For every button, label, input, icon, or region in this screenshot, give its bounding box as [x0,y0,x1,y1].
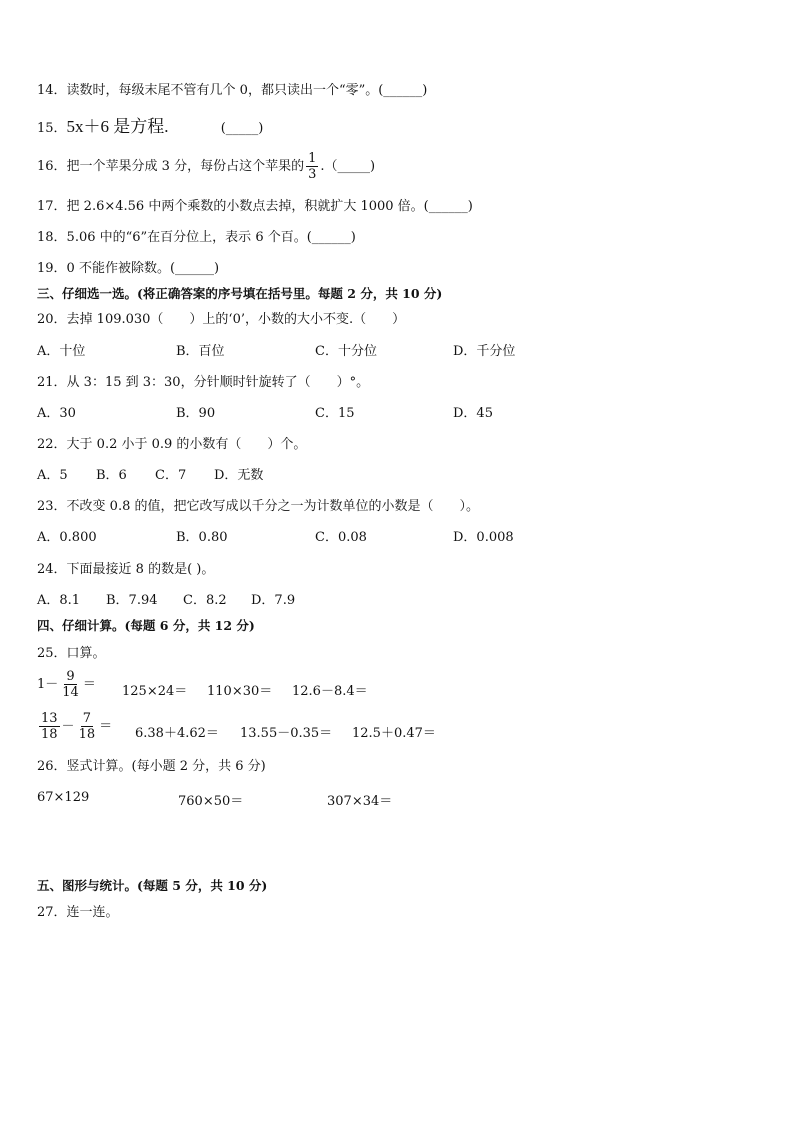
fraction [306,152,318,181]
question-17: 17．把 2.6×4.56 中两个乘数的小数点去掉，积就扩大 1000 倍。(______) [37,199,473,214]
question-21: 21．从 3：15 到 3：30，分针顺时针旋转了（ ）°。 [37,375,370,390]
option-d: D．0.008 [453,530,514,545]
oral-calc-item: 13.55－0.35＝ [240,726,333,741]
option-d: D．无数 [214,468,264,483]
vertical-calc-item: 760×50＝ [178,794,244,809]
option-c: C．0.08 [315,530,367,545]
equals-sign: ＝ [99,719,113,734]
oral-calc-row-2 [37,712,112,741]
question-26: 26．竖式计算。(每小题 2 分，共 6 分) [37,759,266,774]
oral-calc-item: 6.38＋4.62＝ [135,726,219,741]
option-d: D．7.9 [251,593,296,608]
section-heading-3: 三、仔细选一选。(将正确答案的序号填在括号里。每题 2 分，共 10 分) [37,286,443,301]
option-b: B．百位 [176,344,225,359]
oral-calc-item: 125×24＝ [122,684,188,699]
equals-sign: ＝ [82,677,96,692]
expression-lead: 1－ [37,677,59,692]
fraction-denominator: 3 [308,167,317,182]
minus-sign: － [61,719,75,734]
option-c: C．7 [155,468,187,483]
vertical-calc-item: 307×34＝ [327,794,393,809]
question-27: 27．连一连。 [37,905,119,920]
question-stem: 16．把一个苹果分成 3 分，每份占这个苹果的 [37,159,305,174]
oral-calc-item: 12.6－8.4＝ [292,684,368,699]
equation-expression: 5x＋6 是方程. [66,117,169,136]
option-b: B．90 [176,406,216,421]
question-22: 22．大于 0.2 小于 0.9 的小数有（ ）个。 [37,437,307,452]
option-c: C．15 [315,406,355,421]
fraction [77,712,98,741]
question-20: 20．去掉 109.030（ ）上的‘0’，小数的大小不变.（ ） [37,312,406,327]
answer-blank: .（_____) [320,159,376,174]
option-b: B．0.80 [176,530,228,545]
fraction-numerator: 9 [66,669,75,684]
fraction [60,670,81,699]
question-23: 23．不改变 0.8 的值，把它改写成以千分之一为计数单位的小数是（ ）。 [37,499,479,514]
answer-blank: (_____) [220,121,264,136]
question-16 [37,152,375,181]
question-18: 18．5.06 中的“6”在百分位上，表示 6 个百。(______) [37,230,356,245]
question-24: 24．下面最接近 8 的数是( )。 [37,562,215,577]
fraction-denominator: 18 [41,727,58,742]
oral-calc-item: 12.5＋0.47＝ [352,726,436,741]
fraction-numerator: 1 [308,151,317,166]
section-heading-5: 五、图形与统计。(每题 5 分，共 10 分) [37,878,268,893]
oral-calc-row-1 [37,670,96,699]
option-a: A．30 [37,406,76,421]
question-19: 19．0 不能作被除数。(______) [37,261,220,276]
question-15 [37,118,263,138]
option-c: C．8.2 [183,593,227,608]
option-d: D．45 [453,406,493,421]
option-a: A．十位 [37,344,86,359]
section-heading-4: 四、仔细计算。(每题 6 分，共 12 分) [37,618,255,633]
option-c: C．十分位 [315,344,377,359]
option-a: A．0.800 [37,530,97,545]
fraction-numerator: 7 [82,711,91,726]
fraction-numerator: 13 [41,711,58,726]
option-a: A．8.1 [37,593,81,608]
fraction-denominator: 18 [78,727,96,742]
fraction [39,712,60,741]
fraction-denominator: 14 [62,685,79,700]
question-14: 14．读数时，每级末尾不管有几个 0，都只读出一个“零”。(______) [37,83,428,98]
option-a: A．5 [37,468,68,483]
option-b: B．7.94 [106,593,158,608]
option-b: B．6 [96,468,127,483]
vertical-calc-item: 67×129 [37,790,90,805]
question-number: 15． [37,121,67,136]
option-d: D．千分位 [453,344,516,359]
question-25: 25．口算。 [37,646,106,661]
oral-calc-item: 110×30＝ [207,684,273,699]
